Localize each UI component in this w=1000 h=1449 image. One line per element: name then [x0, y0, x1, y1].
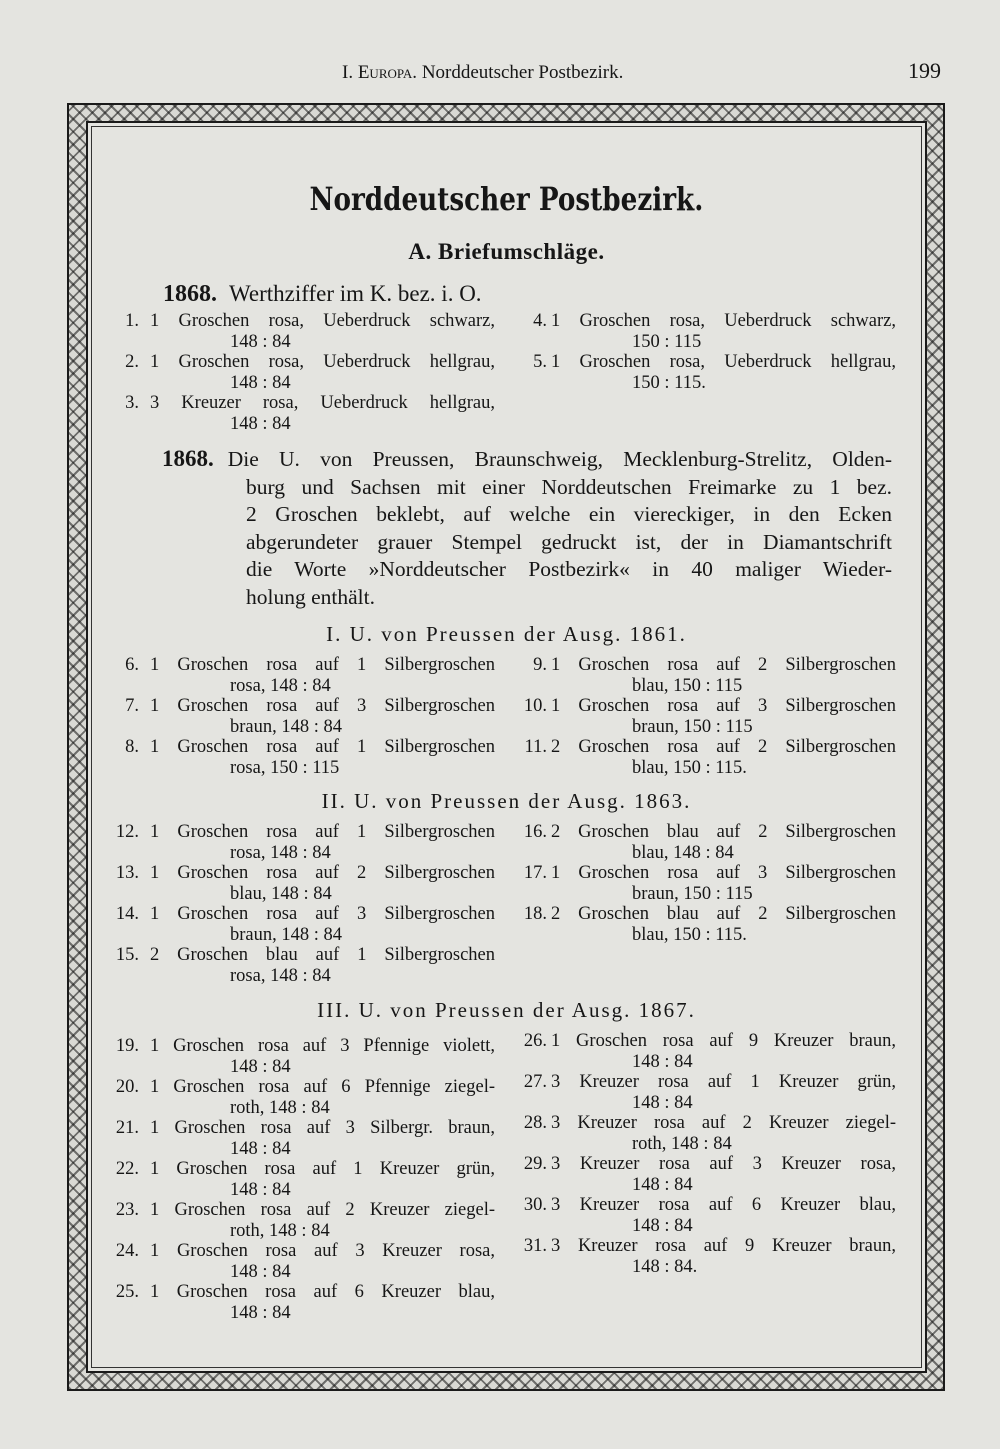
entry-dimensions: 148 : 84: [632, 1215, 693, 1236]
entry-number: 18.: [523, 904, 547, 924]
section-heading-a: A. Briefumschläge.: [408, 239, 605, 264]
entry-number: 20.: [115, 1077, 139, 1097]
entry-number: 28.: [523, 1113, 547, 1133]
entry-dimensions: 148 : 84: [230, 1056, 291, 1077]
entry-number: 1.: [125, 311, 139, 331]
entry-description: 1 Groschen rosa auf 9 Kreuzer braun,: [551, 1031, 896, 1051]
entry-number: 12.: [115, 822, 139, 842]
entry-description: 2 Groschen blau auf 1 Silbergroschen: [150, 945, 495, 965]
entry-number: 26.: [523, 1031, 547, 1051]
entry-dimensions: 148 : 84: [230, 1179, 291, 1200]
paragraph-1868: [162, 445, 892, 611]
entry-description: 2 Groschen rosa auf 2 Silbergroschen: [551, 737, 896, 757]
catalogue-entry: [0, 945, 1000, 986]
entry-number: 16.: [523, 822, 547, 842]
paragraph-line: 2 Groschen beklebt, auf welche ein viereckiger, in den Ecken: [246, 502, 892, 526]
entry-number: 13.: [115, 863, 139, 883]
catalogue-entry: [0, 1031, 1000, 1072]
entry-description: 3 Kreuzer rosa auf 3 Kreuzer rosa,: [551, 1154, 896, 1174]
running-head: [342, 62, 623, 84]
entry-dimensions: 150 : 115: [632, 331, 702, 352]
entry-dimensions: rosa, 148 : 84: [230, 675, 331, 696]
paragraph-line: abgerundeter grauer Stempel gedruckt ist, der in Diamantschrift: [246, 529, 892, 554]
entry-description: 1 Groschen rosa auf 3 Silbergroschen: [551, 863, 896, 883]
entry-dimensions: rosa, 148 : 84: [230, 842, 331, 863]
entry-number: 17.: [523, 863, 547, 883]
intro-year: 1868.: [163, 281, 217, 307]
entry-description: 2 Groschen blau auf 2 Silbergroschen: [551, 822, 896, 842]
entry-number: 29.: [523, 1154, 547, 1174]
entry-number: 15.: [115, 945, 139, 965]
catalogue-entry: [0, 1195, 1000, 1236]
paragraph-line: die Worte »Norddeutscher Postbezirk« in 40 maliger Wieder-: [246, 557, 892, 581]
paragraph-line-text: Die U. von Preussen, Braunschweig, Mecklenburg-Strelitz, Olden-: [227, 447, 892, 471]
entry-number: 10.: [523, 696, 547, 716]
entry-description: 1 Groschen rosa auf 1 Kreuzer grün,: [150, 1159, 495, 1179]
entry-dimensions: rosa, 148 : 84: [230, 965, 331, 986]
catalogue-entry: [0, 822, 1000, 863]
catalogue-entry: [0, 863, 1000, 904]
catalogue-entry: [0, 655, 1000, 696]
entry-description: 1 Groschen rosa auf 3 Silbergroschen: [150, 904, 495, 924]
running-head-section: Europa.: [357, 62, 418, 83]
catalogue-entry: [0, 737, 1000, 778]
entry-dimensions: blau, 148 : 84: [632, 842, 734, 863]
entry-number: 11.: [524, 737, 547, 757]
entry-number: 19.: [115, 1036, 139, 1056]
entry-dimensions: 148 : 84: [632, 1051, 693, 1072]
entry-number: 9.: [533, 655, 547, 675]
entry-description: 1 Groschen rosa auf 6 Pfennige ziegel-: [150, 1077, 495, 1097]
entry-description: 3 Kreuzer rosa auf 6 Kreuzer blau,: [551, 1195, 896, 1215]
entry-number: 23.: [115, 1200, 139, 1220]
entry-dimensions: 148 : 84: [632, 1092, 693, 1113]
catalogue-entry: [0, 1072, 1000, 1113]
entry-description: 2 Groschen blau auf 2 Silbergroschen: [551, 904, 896, 924]
entry-dimensions: rosa, 150 : 115: [230, 757, 340, 778]
entry-dimensions: 148 : 84: [230, 372, 291, 393]
entry-description: 1 Groschen rosa auf 6 Kreuzer blau,: [150, 1282, 495, 1302]
entry-dimensions: 148 : 84.: [632, 1256, 698, 1277]
entry-dimensions: braun, 148 : 84: [230, 716, 343, 737]
entry-description: 1 Groschen rosa auf 3 Pfennige violett,: [150, 1036, 495, 1056]
entry-dimensions: braun, 150 : 115: [632, 883, 753, 904]
entry-number: 5.: [533, 352, 547, 372]
entry-description: 1 Groschen rosa, Ueberdruck schwarz,: [150, 311, 495, 331]
entry-number: 8.: [125, 737, 139, 757]
running-head-title: Norddeutscher Postbezirk.: [417, 62, 624, 83]
intro-text: Werthziffer im K. bez. i. O.: [229, 281, 482, 306]
catalogue-entry: [0, 1236, 1000, 1277]
entry-description: 1 Groschen rosa auf 2 Kreuzer ziegel-: [150, 1200, 495, 1220]
entry-dimensions: blau, 150 : 115.: [632, 924, 747, 945]
entry-description: 1 Groschen rosa auf 1 Silbergroschen: [150, 655, 495, 675]
catalogue-entry: [0, 696, 1000, 737]
paragraph-year: 1868.: [162, 446, 214, 471]
entry-description: 1 Groschen rosa, Ueberdruck hellgrau,: [551, 352, 896, 372]
entry-description: 1 Groschen rosa auf 3 Silbergr. braun,: [150, 1118, 495, 1138]
entry-number: 31.: [523, 1236, 547, 1256]
entry-number: 24.: [115, 1241, 139, 1261]
catalogue-entry: [0, 352, 1000, 393]
entry-dimensions: roth, 148 : 84: [230, 1097, 330, 1118]
entry-description: 1 Groschen rosa auf 2 Silbergroschen: [551, 655, 896, 675]
entry-dimensions: braun, 150 : 115: [632, 716, 753, 737]
catalogue-entry: [0, 311, 1000, 352]
catalogue-entry: [0, 393, 1000, 434]
entry-number: 25.: [115, 1282, 139, 1302]
entry-description: 1 Groschen rosa auf 3 Silbergroschen: [150, 696, 495, 716]
entry-description: 1 Groschen rosa auf 1 Silbergroschen: [150, 737, 495, 757]
entry-dimensions: 150 : 115.: [632, 372, 706, 393]
entry-description: 3 Kreuzer rosa auf 1 Kreuzer grün,: [551, 1072, 896, 1092]
entry-dimensions: 148 : 84: [230, 331, 291, 352]
entry-number: 4.: [533, 311, 547, 331]
section-heading-iii: III. U. von Preussen der Ausg. 1867.: [317, 998, 696, 1022]
entry-description: 1 Groschen rosa auf 3 Kreuzer rosa,: [150, 1241, 495, 1261]
entry-dimensions: roth, 148 : 84: [230, 1220, 330, 1241]
page-header: [0, 58, 1000, 88]
entry-number: 7.: [125, 696, 139, 716]
entry-description: 3 Kreuzer rosa auf 9 Kreuzer braun,: [551, 1236, 896, 1256]
page-title: Norddeutscher Postbezirk.: [309, 180, 704, 218]
entry-description: 1 Groschen rosa auf 1 Silbergroschen: [150, 822, 495, 842]
entry-number: 6.: [125, 655, 139, 675]
entry-dimensions: 148 : 84: [230, 1261, 291, 1282]
catalogue-entry: [0, 1113, 1000, 1154]
catalogue-entry: [0, 1282, 1000, 1323]
entry-number: 3.: [125, 393, 139, 413]
entry-dimensions: 148 : 84: [230, 1138, 291, 1159]
entry-number: 30.: [523, 1195, 547, 1215]
catalogue-entry: [0, 904, 1000, 945]
entry-dimensions: blau, 150 : 115.: [632, 757, 747, 778]
entry-dimensions: roth, 148 : 84: [632, 1133, 732, 1154]
entry-description: 1 Groschen rosa auf 3 Silbergroschen: [551, 696, 896, 716]
entry-dimensions: braun, 148 : 84: [230, 924, 343, 945]
entry-number: 22.: [115, 1159, 139, 1179]
entry-dimensions: 148 : 84: [230, 1302, 291, 1323]
entry-dimensions: blau, 148 : 84: [230, 883, 332, 904]
entry-number: 21.: [115, 1118, 139, 1138]
entry-dimensions: 148 : 84: [230, 413, 291, 434]
entry-description: 1 Groschen rosa, Ueberdruck hellgrau,: [150, 352, 495, 372]
entry-dimensions: 148 : 84: [632, 1174, 693, 1195]
entry-description: 3 Kreuzer rosa, Ueberdruck hellgrau,: [150, 393, 495, 413]
entry-dimensions: blau, 150 : 115: [632, 675, 743, 696]
section-heading-i: I. U. von Preussen der Ausg. 1861.: [326, 622, 687, 646]
paragraph-line: burg und Sachsen mit einer Norddeutschen Freimarke zu 1 bez.: [246, 474, 892, 499]
entry-number: 14.: [115, 904, 139, 924]
section-heading-ii: II. U. von Preussen der Ausg. 1863.: [321, 789, 692, 813]
entry-number: 2.: [125, 352, 139, 372]
paragraph-line: [162, 445, 892, 474]
entry-number: 27.: [523, 1072, 547, 1092]
entry-description: 1 Groschen rosa, Ueberdruck schwarz,: [551, 311, 896, 331]
entry-description: 3 Kreuzer rosa auf 2 Kreuzer ziegel-: [551, 1113, 896, 1133]
catalogue-entry: [0, 1154, 1000, 1195]
paragraph-line: holung enthält.: [246, 584, 375, 609]
intro-line: [163, 281, 482, 308]
page-number: 199: [908, 58, 941, 83]
running-head-prefix: I.: [342, 62, 358, 83]
entry-description: 1 Groschen rosa auf 2 Silbergroschen: [150, 863, 495, 883]
